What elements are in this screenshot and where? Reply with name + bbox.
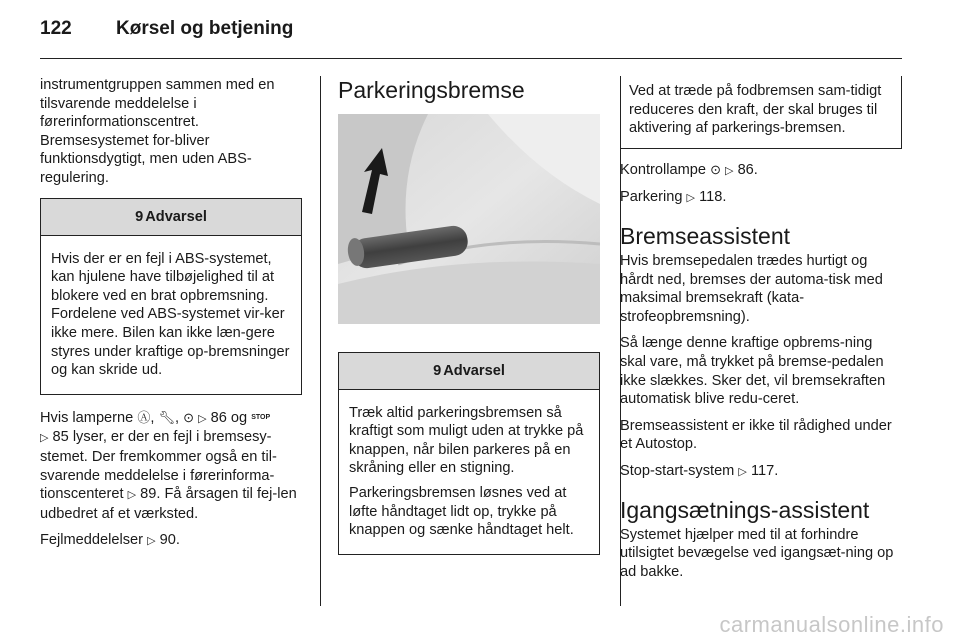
column-divider-1 [320, 76, 321, 606]
warning-text: Hvis der er en fejl i ABS-systemet, kan hjulene have tilbøjelighed til at blokere ved en brat opbremsning. Fordelene ved ABS-systemet vir-ker ikke mere. Bilen kan ikke læn-gere styres under kraftige op-bremsninger og kan skride ud. [51, 250, 290, 379]
errors-ref: 90. [159, 532, 180, 549]
column-3 [620, 76, 902, 589]
column-1 [40, 76, 302, 559]
lamps-ref1: 86 og [210, 409, 248, 426]
warning-body [339, 390, 599, 554]
column-2 [338, 76, 600, 569]
wrench-icon: 🔧︎ [158, 409, 175, 425]
lamps-ref2: 85 lyser, er der en fejl i bremsesy-stemet. Der fremkommer også en til-svarende meddelelse i førerinforma-tionscenteret [40, 429, 277, 503]
stop-start-page: 117. [750, 462, 779, 479]
kontrollampe-page: 86. [737, 161, 758, 178]
warning-box-parking [338, 352, 600, 555]
parkering-page: 118. [699, 189, 727, 206]
warning-title: Advarsel [443, 362, 505, 379]
warning-triangle-icon: 9 [433, 362, 442, 379]
lamps-ref3: 89. Få årsagen til fej-len udbedret af et værksted. [40, 486, 297, 522]
lamps-paragraph: Hvis lamperne Ⓐ, 🔧︎, ⊙ ▷ 86 og STOP ▷ 85 lyser, er der en fejl i bremsesy-stemet. Der fremkommer også en til-svarende meddelelse i førerinforma-tionscenteret ▷ 89. Få årsagen til fej-len udbedret af et værksted. [40, 409, 297, 522]
page-title: Kørsel og betjening [116, 18, 294, 39]
parkering-label: Parkering [620, 189, 683, 206]
stop-start-ref [620, 462, 902, 482]
page-header [40, 18, 293, 40]
page-ref-arrow-icon: ▷ [725, 164, 734, 177]
page-ref-arrow-icon: ▷ [147, 535, 156, 548]
lamps-prefix: Hvis lamperne [40, 409, 134, 426]
warning-triangle-icon: 9 [135, 208, 144, 225]
warning-box-abs [40, 198, 302, 395]
page-ref-arrow-icon: ▷ [127, 489, 137, 502]
hill-start-heading: Igangsætnings-assistent [620, 496, 870, 523]
footbrake-note-box [620, 76, 902, 149]
errors-paragraph [40, 531, 302, 551]
warning-body [41, 236, 301, 394]
warning-title: Advarsel [145, 208, 207, 225]
hill-start-p1: Systemet hjælper med til at forhindre utilsigtet bevægelse ved igangsæt-ning op ad bakke. [620, 526, 894, 580]
parking-brake-heading: Parkeringsbremse [338, 77, 525, 103]
brake-warning-icon: ⊙ [183, 409, 194, 425]
brake-warning-icon: ⊙ [710, 161, 721, 177]
stop-lamp-icon: STOP [251, 413, 271, 421]
intro-paragraph: instrumentgruppen sammen med en tilsvarende meddelelse i førerinformationscentret. Bremsesystemet for-bliver funktionsdygtigt, men uden ABS-regulering. [40, 77, 275, 186]
warning-header [41, 199, 301, 236]
page-number: 122 [40, 18, 72, 39]
page-ref-arrow-icon: ▷ [738, 465, 747, 478]
abs-warning-icon: Ⓐ [137, 409, 151, 425]
warning-header [339, 353, 599, 390]
parkering-ref [620, 188, 902, 208]
page-ref-arrow-icon: ▷ [198, 412, 207, 425]
note-text: Ved at træde på fodbremsen sam-tidigt reduceres den kraft, der skal bruges til aktivering af parkerings-bremsen. [629, 83, 882, 137]
page-ref-arrow-icon: ▷ [40, 432, 49, 445]
page-ref-arrow-icon: ▷ [686, 192, 695, 205]
brake-assist-p3: Bremseassistent er ikke til rådighed under et Autostop. [620, 417, 892, 453]
watermark: carmanualsonline.info [719, 612, 944, 637]
kontrollampe-label: Kontrollampe [620, 161, 706, 178]
kontrollampe-ref [620, 161, 902, 181]
brake-assist-p1: Hvis bremsepedalen trædes hurtigt og hårdt ned, bremses der automa-tisk med maksimal bremsekraft (kata-strofeopbremsning). [620, 252, 883, 325]
header-rule [40, 58, 902, 59]
warning-text-2: Parkeringsbremsen løsnes ved at løfte håndtaget lidt op, trykke på knappen og sænke håndtaget helt. [349, 484, 574, 539]
stop-start-label: Stop-start-system [620, 462, 735, 479]
parking-brake-illustration [338, 114, 600, 324]
warning-text-1: Træk altid parkeringsbremsen så kraftigt som muligt uden at trykke på knappen, når bilen parkeres på en skråning eller en stigning. [349, 404, 584, 477]
brake-assist-heading: Bremseassistent [620, 222, 791, 249]
brake-assist-p2: Så længe denne kraftige opbrems-ning skal vare, må trykket på bremse-pedalen ikke slækkes. Sker det, vil bremsekraften automatisk blive redu-ceret. [620, 335, 886, 408]
errors-label: Fejlmeddelelser [40, 532, 144, 549]
